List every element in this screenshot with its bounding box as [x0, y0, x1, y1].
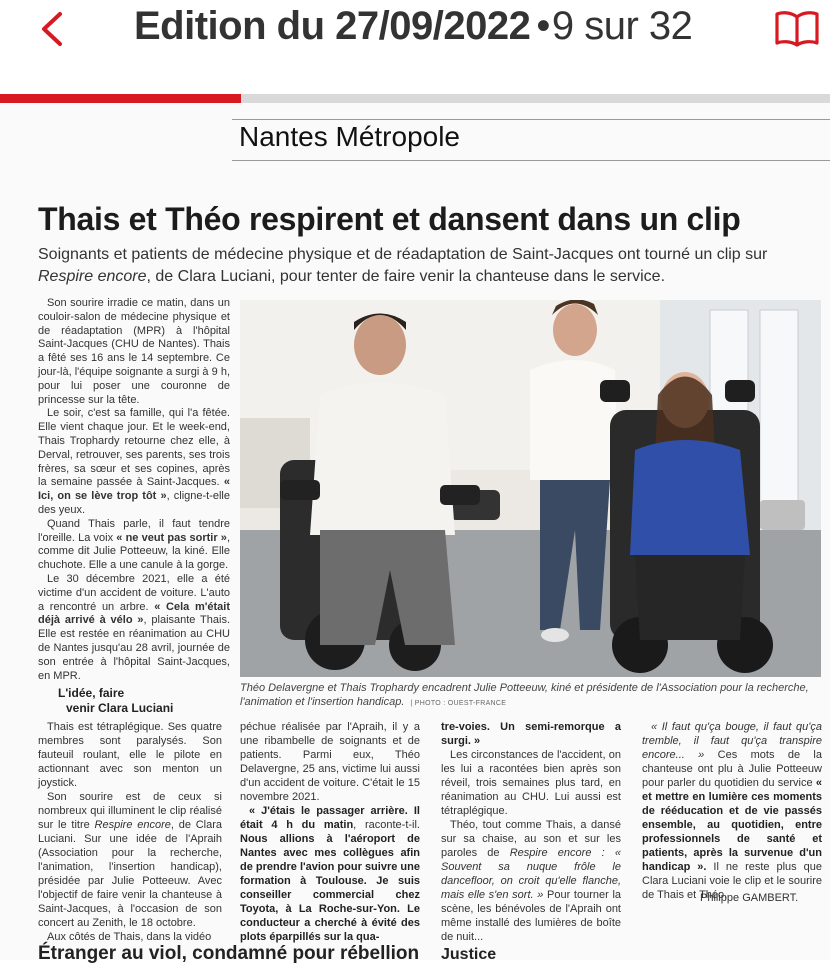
lead-song-title: Respire encore [38, 268, 147, 285]
section-rule [232, 160, 830, 161]
paragraph: Théo, tout comme Thais, a dansé sur sa chaise, au son et sur les paroles de Respire encore : « Souvent sa nuque frôle le dancefloor, on croit qu'elle flanche, mais elle s'en sort. » Pour tourner la scène, les bénévoles de l'Apraih ont même installé des lumières de boîte de nuit... [441, 819, 621, 943]
subheading-line: venir Clara Luciani [66, 701, 174, 715]
book-icon[interactable] [773, 8, 821, 50]
paragraph: « J'étais le passager arrière. Il était 4 h du matin, raconte-t-il. Nous allions à l'aéroport de Nantes avec mes collègues afin de prendre l'avion pour suivre une formation à Toulouse. Je suis conseiller commercial chez Toyota, à La Roche-sur-Yon. Le conducteur a cherché à évité des plots éparpillés sur la qua- [240, 805, 420, 943]
article-headline: Thais et Théo respirent et dansent dans un clip [38, 201, 741, 237]
paragraph: Le 30 décembre 2021, elle a été victime d'un accident de voiture. L'auto a rencontré un arbre. « Cela m'était déjà arrivé à vélo », plaisante Thais. Elle est restée en réanimation au CHU de Nantes jusqu'au 28 avril, journée de son entrée à l'hôpital Saint-Jacques, en MPR. [38, 572, 230, 682]
article-page [0, 103, 830, 964]
subheading [58, 686, 230, 716]
separator: • [536, 4, 550, 48]
paragraph: Le soir, c'est sa famille, qui l'a fêtée. Elle vient chaque jour. Et le week-end, Thais Trophardy retourne chez elle, à Derval, retrouver, ses parents, ses trois frères, sa sœur et ses copines, après la semaine passée à Saint-Jacques. « Ici, on se lève trop tôt », cligne-t-elle des yeux. [38, 407, 230, 516]
article-column-3 [240, 720, 420, 944]
section-title: Nantes Métropole [239, 121, 461, 152]
lead-text: Soignants et patients de médecine physique et de réadaptation de Saint-Jacques ont tourné un clip sur [38, 246, 768, 263]
paragraph: Son sourire irradie ce matin, dans un couloir-salon de médecine physique et de réadaptation (MPR) à l'hôpital Saint-Jacques (CHU de Nantes). Thais a fêté ses 16 ans le 14 septembre. Ce jour-là, l'équipe soignante a surgi à 9 h, pour lui poser une couronne de princesse sur la tête. [38, 297, 230, 406]
reading-progress-fill [0, 94, 241, 103]
paragraph: tre-voies. Un semi-remorque a surgi. » [441, 721, 621, 747]
edition-title: Edition du 27/09/2022 [134, 4, 531, 48]
chevron-left-icon[interactable] [34, 8, 74, 50]
section-rule [232, 119, 830, 120]
author-signature: Philippe GAMBERT. [700, 892, 799, 904]
caption-text: Théo Delavergne et Thais Trophardy encadrent Julie Potteeuw, kiné et présidente de l'Association pour la recherche, l'animation et l'insertion handicap. [240, 682, 809, 708]
next-article-headline[interactable]: Étranger au viol, condamné pour rébellion [38, 943, 420, 964]
paragraph: Thais est tétraplégique. Ses quatre membres sont paralysés. Son fauteuil roulant, elle le pilote en actionnant avec son menton un joystick. [38, 721, 222, 789]
article-lead [38, 244, 798, 288]
article-photo[interactable] [240, 300, 821, 677]
article-column-1 [38, 297, 230, 683]
edition-header [134, 4, 692, 49]
page-indicator: 9 sur 32 [551, 4, 693, 48]
article-column-2 [38, 720, 222, 944]
lead-text: , de Clara Luciani, pour tenter de faire venir la chanteuse dans le service. [146, 268, 666, 285]
article-column-4 [441, 720, 621, 944]
paragraph: Les circonstances de l'accident, on les lui a racontées bien après son réveil, trois semaines plus tard, en réanimation au CHU. Lui aussi est tétraplégique. [441, 749, 621, 817]
paragraph: Son sourire est de ceux si nombreux qui illuminent le clip réalisé sur le titre Respire encore, de Clara Luciani. Sur une idée de l'Apraih (Association pour la recherche, l'animation, l'insertion handicap), présidée par Julie Potteeuw. Avec l'objectif de faire venir la chanteuse à Saint-Jacques, à l'occasion de son concert au Zenith, le 18 octobre. [38, 791, 222, 929]
subheading-line: L'idée, faire [58, 686, 125, 700]
paragraph: Quand Thais parle, il faut tendre l'oreille. La voix « ne veut pas sortir », comme dit Julie Potteeuw, la kiné. Elle chuchote. Elle a une canule à la gorge. [38, 517, 230, 572]
paragraph: péchue réalisée par l'Apraih, il y a une ribambelle de soignants et de patients. Parmi eux, Théo Delavergne, 25 ans, victime lui aussi d'un accident de voiture. C'était le 15 novembre 2021. [240, 721, 420, 803]
paragraph: Aux côtés de Thais, dans la vidéo [47, 931, 212, 943]
article-column-5 [642, 720, 822, 902]
paragraph: « Il faut qu'ça bouge, il faut qu'ça tremble, il faut qu'ça transpire encore... » Ces mots de la chanteuse ont plu à Julie Potteeuw pour parler du quotidien du service « et mettre en lumière ces moments de rééducation et de vie passés ensemble, au quotidien, entre professionnels de santé et patients, après la survenue d'un handicap ». Il ne reste plus que Clara Luciani voie le clip et le sourire de Thais et Théo. [642, 721, 822, 901]
photo-credit: | PHOTO : OUEST-FRANCE [410, 700, 507, 707]
photo-illustration [240, 300, 821, 677]
photo-caption [240, 681, 821, 711]
top-bar [0, 0, 830, 94]
next-article-section[interactable]: Justice [441, 946, 497, 963]
